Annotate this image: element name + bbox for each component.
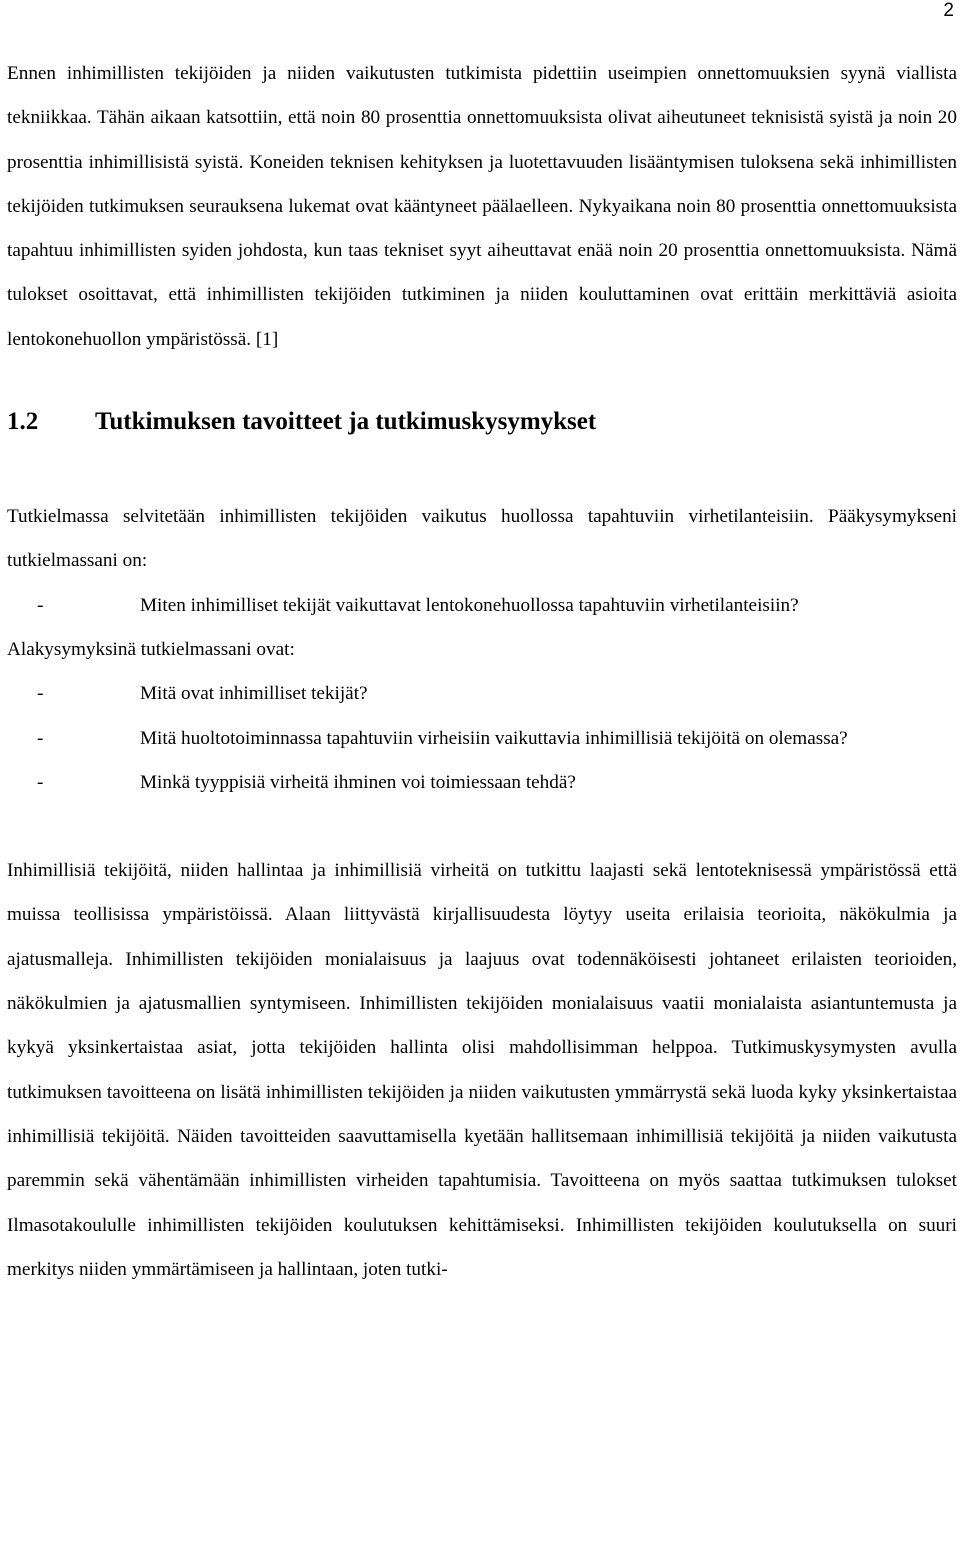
- section-heading: [7, 402, 957, 442]
- list-dash: -: [37, 594, 44, 616]
- sub-question-3: Minkä tyyppisiä virheitä ihminen voi toimiessaan tehdä?: [140, 771, 576, 793]
- main-question-list: [7, 584, 957, 628]
- list-dash: -: [37, 683, 44, 705]
- section-title: Tutkimuksen tavoitteet ja tutkimuskysymykset: [95, 408, 597, 436]
- closing-paragraph: Inhimillisiä tekijöitä, niiden hallintaa ja inhimillisiä virheitä on tutkittu laajasti sekä lentoteknisessä ympäristössä että muissa teollisissa ympäristöissä. Alaan liittyvästä kirjallisuudesta löytyy useita erilaisia teorioita, näkökulmia ja ajatusmalleja. Inhimillisten tekijöiden monialaisuus ja laajuus ovat todennäköisesti johtaneet erilaisten teorioiden, näkökulmien ja ajatusmallien syntymiseen. Inhimillisten tekijöiden monialaisuus vaatii monialaista asiantuntemusta ja kykyä yksinkertaistaa asiat, jotta tekijöiden hallinta olisi mahdollisimman helppoa. Tutkimuskysymysten avulla tutkimuksen tavoitteena on lisätä inhimillisten tekijöiden ja niiden vaikutusten ymmärrystä sekä luoda kyky yksinkertaistaa inhimillisiä tekijöitä. Näiden tavoitteiden saavuttamisella kyetään hallitsemaan inhimillisiä tekijöitä ja niiden vaikutusta paremmin sekä vähentämään inhimillisten virheiden tapahtumisia. Tavoitteena on myös saattaa tutkimuksen tulokset Ilmasotakoululle inhimillisten tekijöiden koulutuksen kehittämiseksi. Inhimillisten tekijöiden koulutuksella on suuri merkitys niiden ymmärtämiseen ja hallintaan, joten tutki-: [7, 860, 957, 1280]
- intro-history-paragraph: Ennen inhimillisten tekijöiden ja niiden vaikutusten tutkimista pidettiin useimpien onnettomuuksien syynä viallista tekniikkaa. Tähän aikaan katsottiin, että noin 80 prosenttia onnettomuuksista olivat aiheutuneet teknisistä syistä ja noin 20 prosenttia inhimillisistä syistä. Koneiden teknisen kehityksen ja luotettavuuden lisääntymisen tuloksena sekä inhimillisten tekijöiden tutkimuksen seurauksena lukemat ovat kääntyneet päälaelleen. Nykyaikana noin 80 prosenttia onnettomuuksista tapahtuu inhimillisten syiden johdosta, kun taas tekniset syyt aiheuttavat enää noin 20 prosenttia onnettomuuksista. Nämä tulokset osoittavat, että inhimillisten tekijöiden tutkiminen ja niiden kouluttaminen ovat erittäin merkittäviä asioita lentokonehuollon ympäristössä. [1]: [7, 63, 957, 350]
- sub-question-list: [7, 672, 957, 805]
- section-number: 1.2: [7, 408, 39, 436]
- page-number: 2: [943, 0, 954, 21]
- sub-questions-intro: Alakysymyksinä tutkielmassani ovat:: [7, 638, 295, 660]
- sub-question-1: Mitä ovat inhimilliset tekijät?: [140, 683, 368, 705]
- list-item: [7, 584, 957, 628]
- list-item: [7, 672, 957, 716]
- list-dash: -: [37, 727, 44, 749]
- list-dash: -: [37, 771, 44, 793]
- list-item: [7, 761, 957, 805]
- list-item: [7, 717, 957, 761]
- research-intro-paragraph: Tutkielmassa selvitetään inhimillisten tekijöiden vaikutus huollossa tapahtuviin virhetilanteisiin. Pääkysymykseni tutkielmassani on:: [7, 506, 957, 572]
- document-body: [7, 52, 957, 1292]
- main-question: Miten inhimilliset tekijät vaikuttavat lentokonehuollossa tapahtuviin virhetilanteisiin?: [140, 594, 799, 616]
- sub-question-2: Mitä huoltotoiminnassa tapahtuviin virheisiin vaikuttavia inhimillisiä tekijöitä on olemassa?: [140, 727, 848, 749]
